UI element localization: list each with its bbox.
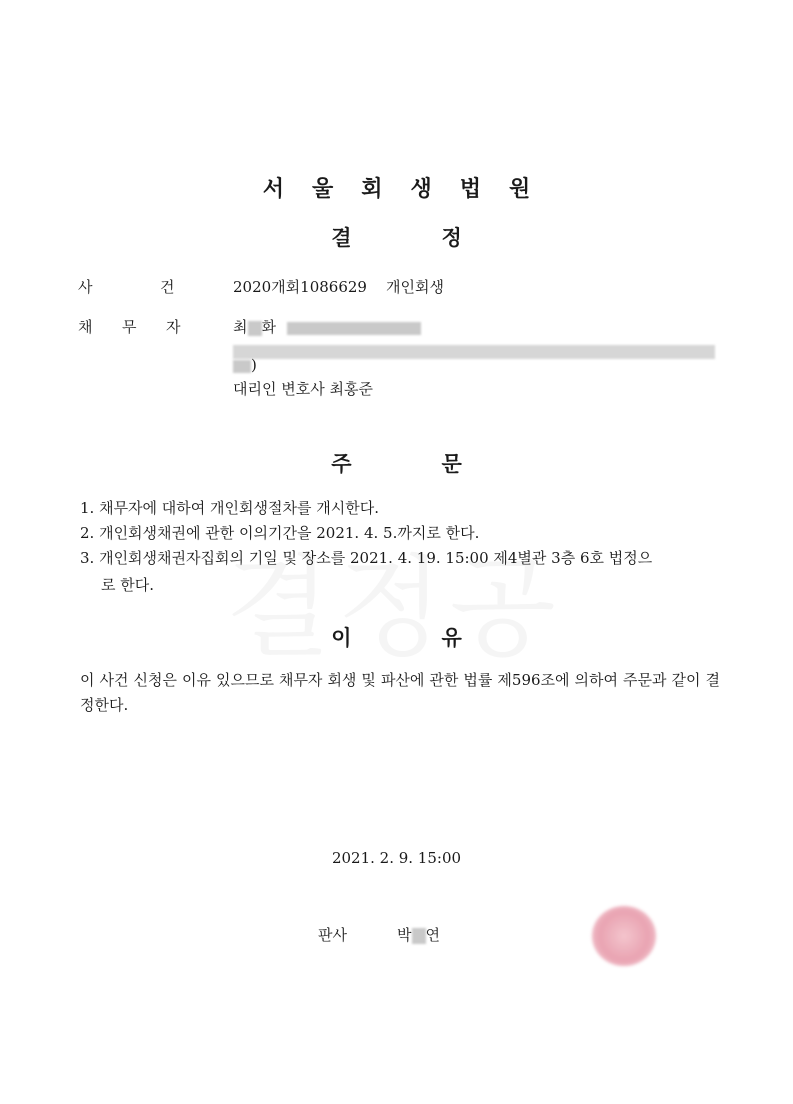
reason-title-char-1: 이 xyxy=(331,626,352,650)
order-item-3: 3. 개인회생채권자집회의 기일 및 장소를 2021. 4. 19. 15:00 제4별관 3층 6호 법정으 xyxy=(80,549,653,567)
judge-name-first: 박 xyxy=(397,926,412,944)
watermark xyxy=(225,520,562,678)
reason-title xyxy=(0,622,793,652)
decision-title-char-2: 정 xyxy=(441,226,462,250)
judge-name-last: 연 xyxy=(425,926,440,944)
decision-date: 2021. 2. 9. 15:00 xyxy=(331,849,462,867)
debtor-name-last: 화 xyxy=(261,318,276,336)
judge-name xyxy=(397,924,440,945)
redacted-id xyxy=(287,322,421,335)
case-type: 개인회생 xyxy=(386,278,445,296)
order-item-1: 1. 채무자에 대하여 개인회생절차를 개시한다. xyxy=(80,499,379,517)
address-line-2 xyxy=(233,356,257,374)
court-seal xyxy=(592,906,656,966)
order-title xyxy=(0,448,793,478)
case-label: 사 건 xyxy=(78,278,175,296)
order-title-char-2: 문 xyxy=(441,452,462,476)
redacted-name-char xyxy=(248,321,262,336)
judge-title: 판사 xyxy=(318,926,347,944)
redacted-judge-char xyxy=(412,928,426,944)
court-name: 서울회생법원 xyxy=(262,177,559,202)
decision-title-char-1: 결 xyxy=(331,226,352,250)
redacted-address-line-1 xyxy=(233,341,715,360)
debtor-name-row xyxy=(233,316,421,337)
address-tail: ) xyxy=(251,356,257,374)
case-number-row xyxy=(233,276,444,297)
order-item-2: 2. 개인회생채권에 관한 이의기간을 2021. 4. 5.까지로 한다. xyxy=(80,524,480,542)
order-item-3-cont: 로 한다. xyxy=(101,576,155,594)
reason-text: 이 사건 신청은 이유 있으므로 채무자 회생 및 파산에 관한 법률 제596조에 의하여 주문과 같이 결정한다. xyxy=(80,671,720,714)
decision-title xyxy=(0,222,793,252)
order-title-char-1: 주 xyxy=(331,452,352,476)
debtor-name-first: 최 xyxy=(233,318,248,336)
case-number: 2020개회1086629 xyxy=(233,278,367,296)
attorney: 대리인 변호사 최홍준 xyxy=(233,380,373,398)
debtor-label: 채 무 자 xyxy=(78,318,181,336)
redacted-address-tail xyxy=(233,360,251,373)
reason-title-char-2: 유 xyxy=(441,626,462,650)
